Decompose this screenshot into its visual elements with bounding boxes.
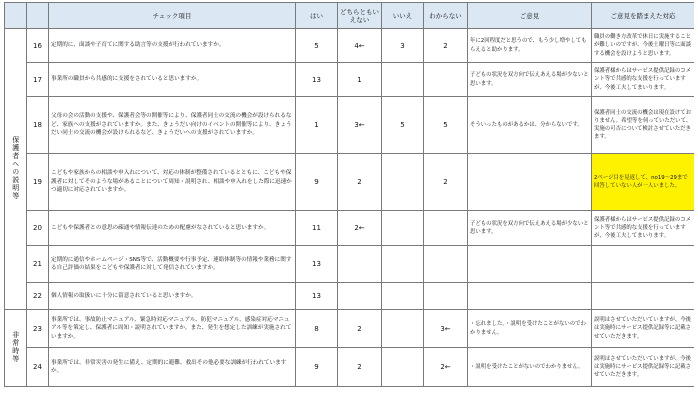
section-label: 非常時等 bbox=[5, 310, 27, 387]
question-cell: 父母の会の活動の支援や、保護者会等の開催等により、保護者同士の交流の機会が設けられるなど、家族への支援がされていますか。また、きょうだい向けのイベントの開催等により、きょうだい同士の交流の機会が設けられるなど、きょうだいへの支援がされていますか。 bbox=[49, 97, 296, 154]
table-row bbox=[5, 283, 695, 310]
yes-count: 8 bbox=[296, 310, 338, 348]
table-row bbox=[5, 154, 695, 211]
neither-count bbox=[338, 283, 382, 310]
table-row bbox=[5, 211, 695, 246]
neither-count: 3← bbox=[338, 97, 382, 154]
response-cell: 職員の働き方改革で休日に実施することが難しいのですが、今後土曜日等に面談する機会を設けようと思います。 bbox=[592, 29, 695, 63]
neither-count: 4← bbox=[338, 29, 382, 63]
section-label: 保護者への説明等 bbox=[5, 29, 27, 310]
neither-count bbox=[338, 246, 382, 283]
opinion-cell: ・忘れました。・説明を受けたことがないのでわかりません。 bbox=[468, 310, 592, 348]
table-row bbox=[5, 29, 695, 63]
yes-count: 13 bbox=[296, 63, 338, 97]
row-number: 18 bbox=[27, 97, 49, 154]
header-neither: どちらともいえない bbox=[338, 3, 382, 29]
unknown-count: 2 bbox=[424, 29, 468, 63]
yes-count: 1 bbox=[296, 97, 338, 154]
opinion-cell: 子どもの状況を双方向で伝えあえる場が少ないと思います。 bbox=[468, 211, 592, 246]
header-unknown: わからない bbox=[424, 3, 468, 29]
yes-count: 13 bbox=[296, 283, 338, 310]
neither-count: 2← bbox=[338, 211, 382, 246]
header-no: いいえ bbox=[382, 3, 424, 29]
table-row bbox=[5, 97, 695, 154]
unknown-count bbox=[424, 211, 468, 246]
opinion-cell: 子どもの状況を双方向で伝えあえる場が少ないと思います。 bbox=[468, 63, 592, 97]
no-count bbox=[382, 211, 424, 246]
table-row bbox=[5, 246, 695, 283]
no-count bbox=[382, 63, 424, 97]
table-row bbox=[5, 310, 695, 348]
question-cell: こどもや家族からの相談や申入れについて、対応の体制が整備されているとともに、こどもや保護者に対してそのような場があることについて周知・説明され、相談や申入れをした際に迅速かつ適切に対応されていますか。 bbox=[49, 154, 296, 211]
question-cell: 定期的に通信やホームページ・SNS等で、活動概要や行事予定、連絡体制等の情報や業務に関する自己評価の結果をこどもや保護者に対して発信されていますか。 bbox=[49, 246, 296, 283]
row-number: 17 bbox=[27, 63, 49, 97]
response-cell: 説明はさせていただいていますが、今後は実施時にサービス提供記録等に記載させていただきます。 bbox=[592, 348, 695, 387]
table-row bbox=[5, 348, 695, 387]
opinion-cell: そういったものがあるかは、分からないです。 bbox=[468, 97, 592, 154]
opinion-cell: 年に2回程度だと思うので、もう少し増やしてもらえると助かります。 bbox=[468, 29, 592, 63]
no-count bbox=[382, 246, 424, 283]
response-cell bbox=[592, 283, 695, 310]
opinion-cell bbox=[468, 246, 592, 283]
response-cell: 保護者様からはサービス提供記録のコメント等で共感的な支援を行っていますが、今後工夫してまいります。 bbox=[592, 211, 695, 246]
neither-count: 2 bbox=[338, 348, 382, 387]
response-cell: 説明はさせていただいていますが、今後は実施時にサービス提供記録等に記載させていただきます。 bbox=[592, 310, 695, 348]
row-number: 24 bbox=[27, 348, 49, 387]
header-yes: はい bbox=[296, 3, 338, 29]
unknown-count bbox=[424, 283, 468, 310]
response-cell-highlighted: 2ページ目を見返して、no19～29まで回答していない人が一人いました。 bbox=[592, 154, 695, 211]
unknown-count bbox=[424, 63, 468, 97]
yes-count: 9 bbox=[296, 154, 338, 211]
unknown-count: 3← bbox=[424, 310, 468, 348]
row-number: 19 bbox=[27, 154, 49, 211]
table-row bbox=[5, 63, 695, 97]
row-number: 21 bbox=[27, 246, 49, 283]
question-cell: 事業所では、非常災害の発生に備え、定期的に避難、救出その他必要な訓練が行われていますか。 bbox=[49, 348, 296, 387]
unknown-count bbox=[424, 246, 468, 283]
neither-count: 1 bbox=[338, 63, 382, 97]
response-cell: 保護者同士の交流の機会は現在設けておりません。希望等を伺っていただいて、実施の可否について検討させていただきます。 bbox=[592, 97, 695, 154]
no-count bbox=[382, 310, 424, 348]
yes-count: 9 bbox=[296, 348, 338, 387]
row-number: 23 bbox=[27, 310, 49, 348]
question-cell: 事業所の職員から共感的に支援をされていると思いますか。 bbox=[49, 63, 296, 97]
unknown-count: 2 bbox=[424, 154, 468, 211]
opinion-cell bbox=[468, 283, 592, 310]
neither-count: 2 bbox=[338, 154, 382, 211]
neither-count: 2 bbox=[338, 310, 382, 348]
response-cell bbox=[592, 246, 695, 283]
question-cell: 定期的に、面談や子育てに関する助言等の支援が行われていますか。 bbox=[49, 29, 296, 63]
yes-count: 5 bbox=[296, 29, 338, 63]
no-count bbox=[382, 154, 424, 211]
no-count: 3 bbox=[382, 29, 424, 63]
no-count: 5 bbox=[382, 97, 424, 154]
row-number: 16 bbox=[27, 29, 49, 63]
question-cell: 事業所では、事故防止マニュアル、緊急時対応マニュアル、防犯マニュアル、感染症対応マニュアル等を策定し、保護者に周知・説明されていますか。また、発生を想定した訓練が実施されていますか。 bbox=[49, 310, 296, 348]
header-row bbox=[5, 3, 695, 29]
yes-count: 13 bbox=[296, 246, 338, 283]
row-number: 20 bbox=[27, 211, 49, 246]
unknown-count: 2← bbox=[424, 348, 468, 387]
opinion-cell: ・説明を受けたことがないのでわかりません。 bbox=[468, 348, 592, 387]
response-cell: 保護者様からはサービス提供記録のコメント等で共感的な支援を行っていますが、今後工夫してまいります。 bbox=[592, 63, 695, 97]
question-cell: こどもや保護者との意思の疎通や情報伝達のための配慮がなされていると思いますか。 bbox=[49, 211, 296, 246]
header-response: ご意見を踏まえた対応 bbox=[592, 3, 695, 29]
header-section-blank bbox=[5, 3, 27, 29]
no-count bbox=[382, 283, 424, 310]
evaluation-sheet bbox=[4, 2, 694, 400]
unknown-count: 5 bbox=[424, 97, 468, 154]
header-item: チェック項目 bbox=[49, 3, 296, 29]
header-opinion: ご意見 bbox=[468, 3, 592, 29]
opinion-cell bbox=[468, 154, 592, 211]
no-count bbox=[382, 348, 424, 387]
header-number-blank bbox=[27, 3, 49, 29]
evaluation-table bbox=[4, 2, 694, 387]
question-cell: 個人情報の取扱いに十分に留意されていると思いますか。 bbox=[49, 283, 296, 310]
yes-count: 11 bbox=[296, 211, 338, 246]
row-number: 22 bbox=[27, 283, 49, 310]
